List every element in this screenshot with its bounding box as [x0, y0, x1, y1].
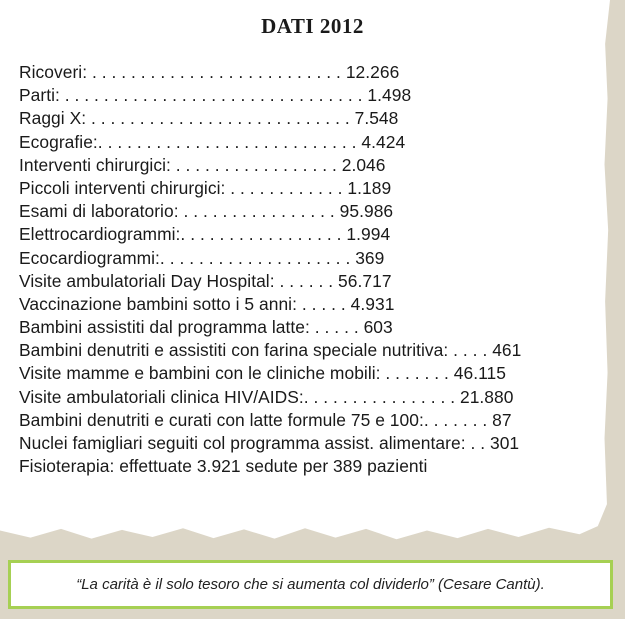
stat-row: Parti: . . . . . . . . . . . . . . . . . . . . . . . . . . . . . . . 1.498: [19, 85, 412, 106]
stat-row: Visite ambulatoriali Day Hospital: . . . . . . 56.717: [19, 270, 392, 291]
stats-list: [19, 61, 521, 478]
stat-row: Fisioterapia: effettuate 3.921 sedute per 389 pazienti: [19, 456, 428, 477]
stat-row: Elettrocardiogrammi:. . . . . . . . . . . . . . . . . 1.994: [19, 224, 391, 245]
stat-row: Esami di laboratorio: . . . . . . . . . . . . . . . . 95.986: [19, 201, 394, 222]
stat-row: Interventi chirurgici: . . . . . . . . . . . . . . . . . 2.046: [19, 154, 386, 175]
stat-row: Nuclei famigliari seguiti col programma assist. alimentare: . . 301: [19, 433, 520, 453]
stat-row: Visite ambulatoriali clinica HIV/AIDS:. . . . . . . . . . . . . . . . 21.880: [19, 386, 514, 407]
quote-text: “La carità è il solo tesoro che si aumenta col dividerlo” (Cesare Cantù).: [76, 576, 545, 593]
page-title: DATI 2012: [261, 14, 364, 38]
stat-row: Ecografie:. . . . . . . . . . . . . . . . . . . . . . . . . . . 4.424: [19, 131, 406, 152]
quote-box: [8, 560, 613, 609]
stat-row: Bambini assistiti dal programma latte: . . . . . 603: [19, 317, 393, 338]
stat-row: Bambini denutriti e assistiti con farina speciale nutritiva: . . . . 461: [19, 340, 522, 361]
stat-row: Visite mamme e bambini con le cliniche mobili: . . . . . . . 46.115: [19, 363, 506, 384]
stat-row: Ricoveri: . . . . . . . . . . . . . . . . . . . . . . . . . . 12.266: [19, 62, 400, 82]
stat-row: Raggi X: . . . . . . . . . . . . . . . . . . . . . . . . . . . 7.548: [19, 108, 399, 129]
stat-row: Ecocardiogrammi:. . . . . . . . . . . . . . . . . . . . 369: [19, 247, 385, 268]
stat-row: Vaccinazione bambini sotto i 5 anni: . . . . . 4.931: [19, 293, 395, 314]
stat-row: Bambini denutriti e curati con latte formule 75 e 100:. . . . . . . 87: [19, 409, 512, 430]
stat-row: Piccoli interventi chirurgici: . . . . . . . . . . . . 1.189: [19, 177, 392, 198]
